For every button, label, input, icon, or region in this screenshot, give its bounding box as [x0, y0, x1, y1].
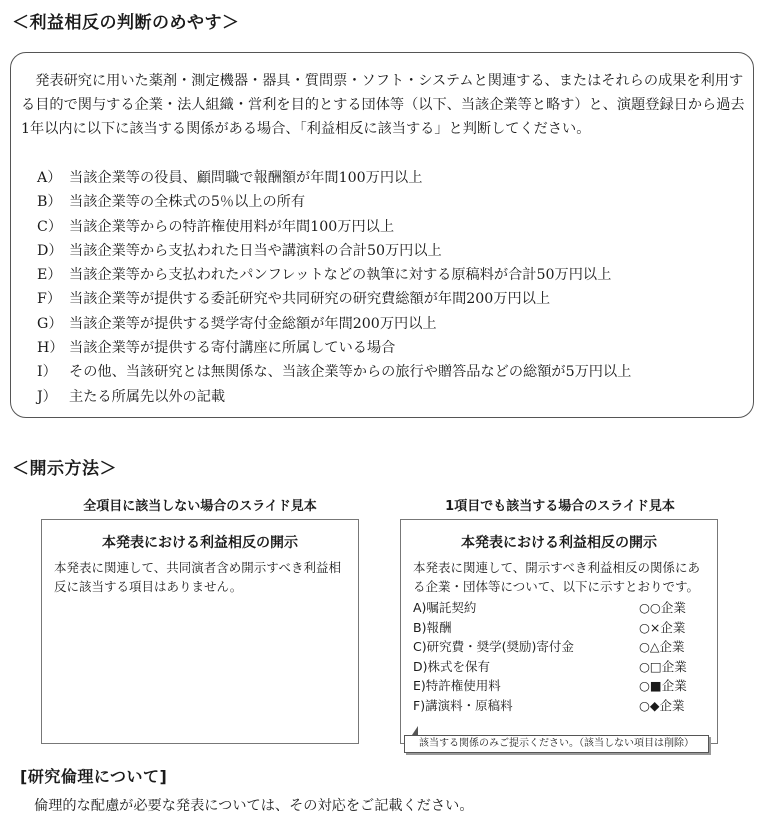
criteria-text: 当該企業等から支払われたパンフレットなどの執筆に対する原稿料が合計50万円以上	[69, 267, 612, 284]
disclosure-company: ○△企業	[639, 639, 685, 655]
research-ethics-heading: [研究倫理について]	[20, 767, 168, 786]
disclosure-company: ○○企業	[639, 600, 686, 615]
disclosure-company: ○■企業	[639, 678, 687, 694]
criteria-item	[37, 166, 747, 190]
disclosure-item	[413, 598, 705, 618]
callout-note: 該当する関係のみご提示ください。（該当しない項目は削除）	[404, 735, 709, 753]
criteria-key: A）	[37, 170, 62, 186]
disclosure-label: B)報酬	[413, 619, 452, 635]
callout-pointer	[412, 726, 418, 735]
criteria-text: 当該企業等の全株式の5％以上の所有	[69, 194, 306, 211]
research-ethics-text: 倫理的な配慮が必要な発表については、その対応をご記載ください。	[34, 798, 474, 814]
criteria-text: 当該企業等から支払われた日当や講演料の合計50万円以上	[69, 242, 442, 259]
slide-some-caption: 1項目でも該当する場合のスライド見本	[445, 499, 675, 514]
criteria-key: G）	[37, 315, 63, 332]
slide-body-text: 本発表に関連して、共同演者含め開示すべき利益相反に該当する項目はありません。	[54, 560, 342, 594]
criteria-key: C）	[37, 218, 63, 235]
slide-none-caption: 全項目に該当しない場合のスライド見本	[83, 499, 317, 514]
disclosure-company: ○×企業	[639, 619, 686, 635]
disclosure-label: E)特許権使用料	[413, 678, 501, 694]
disclosure-label: D)株式を保有	[413, 658, 491, 674]
disclosure-company: ○◆企業	[639, 697, 685, 713]
criteria-item	[37, 385, 747, 409]
criteria-key: B）	[37, 194, 62, 211]
criteria-item	[37, 215, 747, 239]
criteria-text: 当該企業等の役員、顧問職で報酬額が年間100万円以上	[69, 170, 423, 186]
slide-sample-no-coi	[41, 519, 359, 744]
disclosure-label: A)嘱託契約	[413, 600, 477, 615]
criteria-item	[37, 239, 747, 263]
slide-body-text: 本発表に関連して、開示すべき利益相反の関係にある企業・団体等について、以下に示すとおりです。	[413, 560, 701, 594]
coi-criteria-box	[10, 52, 754, 418]
criteria-text: 主たる所属先以外の記載	[69, 388, 226, 405]
criteria-item	[37, 360, 747, 384]
disclosure-item	[413, 637, 705, 657]
criteria-key: D）	[37, 242, 63, 259]
disclosure-label: C)研究費・奨学(奨励)寄付金	[413, 639, 574, 655]
disclosure-item	[413, 618, 705, 638]
criteria-text: その他、当該研究とは無関係な、当該企業等からの旅行や贈答品などの総額が5万円以上	[69, 364, 632, 381]
disclosure-label: F)講演料・原稿料	[413, 697, 513, 713]
criteria-text: 当該企業等からの特許権使用料が年間100万円以上	[69, 218, 395, 235]
disclosure-company: ○□企業	[639, 658, 687, 674]
coi-criteria-heading: ＜利益相反の判断のめやす＞	[12, 13, 240, 33]
coi-intro-text: 発表研究に用いた薬剤・測定機器・器具・質問票・ソフト・システムと関連する、またはそれらの成果を利用する目的で関与する企業・法人組織・営利を目的とする団体等（以下、当該企業等と略す）と、演題登録日から過去1年以内に以下に該当する関係がある場合、「利益相反に該当する」と判断してください。	[21, 73, 745, 137]
disclosure-method-heading: ＜開示方法＞	[12, 459, 117, 479]
criteria-key: J）	[37, 388, 57, 405]
disclosure-item	[413, 676, 705, 696]
criteria-text: 当該企業等が提供する奨学寄付金総額が年間200万円以上	[69, 315, 437, 332]
criteria-item	[37, 263, 747, 287]
slide-title: 本発表における利益相反の開示	[461, 535, 657, 551]
criteria-key: H）	[37, 340, 64, 357]
criteria-item	[37, 287, 747, 311]
disclosure-item-list	[413, 598, 705, 716]
criteria-item	[37, 190, 747, 214]
coi-criteria-list	[37, 166, 747, 409]
criteria-text: 当該企業等が提供する委託研究や共同研究の研究費総額が年間200万円以上	[69, 291, 551, 308]
criteria-text: 当該企業等が提供する寄付講座に所属している場合	[69, 340, 396, 357]
criteria-key: F）	[37, 291, 62, 308]
criteria-item	[37, 336, 747, 360]
criteria-key: I）	[37, 364, 57, 381]
disclosure-item	[413, 696, 705, 716]
criteria-key: E）	[37, 267, 62, 284]
slide-sample-with-coi	[400, 519, 718, 744]
slide-title: 本発表における利益相反の開示	[102, 535, 298, 551]
criteria-item	[37, 312, 747, 336]
disclosure-item	[413, 657, 705, 677]
